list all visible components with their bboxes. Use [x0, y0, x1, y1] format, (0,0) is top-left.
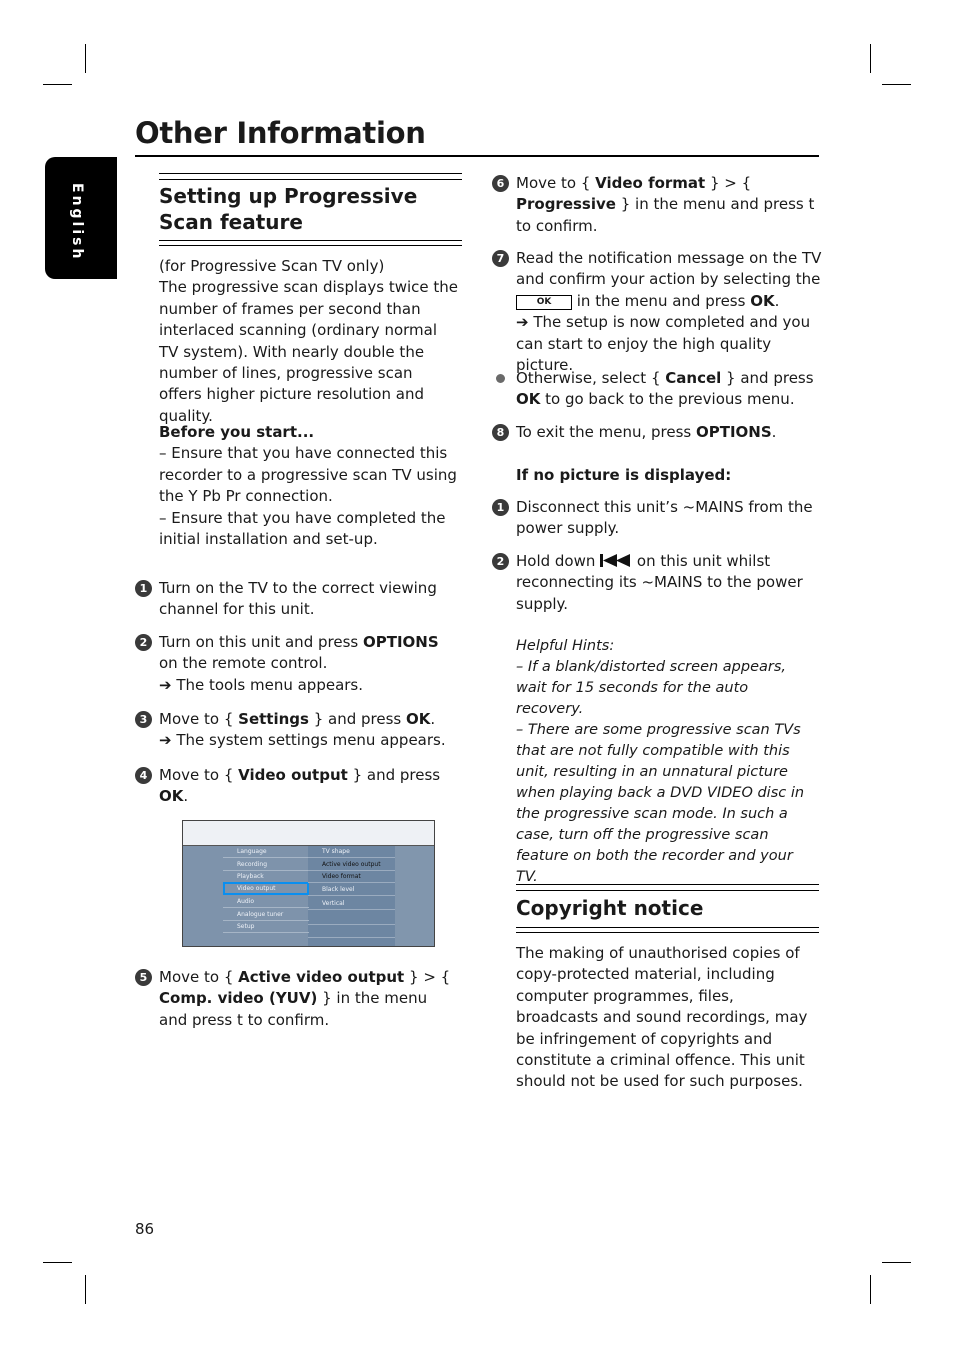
copyright-rule-bottom — [516, 927, 819, 933]
crop-mark — [882, 84, 911, 85]
submenu-item-vertical: Vertical — [308, 898, 395, 910]
step-text: Turn on this unit and press OPTIONS on the remote control. — [159, 633, 439, 673]
step-2 — [135, 632, 459, 696]
step-text: Turn on the TV to the correct viewing channel for this unit. — [159, 579, 437, 619]
no-picture-step-2 — [492, 551, 820, 615]
step-result: ➔ The tools menu appears. — [159, 675, 364, 694]
crop-mark — [85, 1275, 86, 1304]
before-you-start — [159, 422, 459, 550]
step-text: Hold down on this unit whilst reconnecting its ~MAINS to the power supply. — [516, 552, 803, 613]
skip-previous-icon — [600, 554, 632, 567]
step-7 — [492, 248, 822, 376]
step-number: 7 — [492, 250, 509, 267]
menu-item-language: Language — [223, 846, 309, 858]
menu-item-playback: Playback — [223, 871, 309, 883]
otherwise-note — [492, 368, 820, 411]
no-picture-title: If no picture is displayed: — [516, 466, 732, 484]
step-number: 3 — [135, 711, 152, 728]
copyright-rule-top — [516, 884, 819, 891]
step-text: Move to { Active video output } > { Comp. video (YUV) } in the menu and press t to confirm. — [159, 968, 451, 1029]
intro-paragraph: The progressive scan displays twice the number of frames per second than interlaced scanning (ordinary normal TV system). With nearly double the number of lines, progressive scan offers higher picture resolution and quality. — [159, 278, 459, 425]
submenu-item-empty — [308, 913, 395, 925]
ok-button-graphic: OK — [516, 295, 572, 310]
copyright-heading: Copyright notice — [516, 896, 704, 920]
step-8 — [492, 422, 820, 443]
hints-title: Helpful Hints: — [516, 638, 615, 654]
hint-item: – There are some progressive scan TVs that are not fully compatible with this unit, resulting in an unnatural picture when playing back a DVD VIDEO disc in the progressive scan mode. In such a case, turn off the progressive scan feature on both the recorder and your TV. — [516, 722, 805, 885]
submenu-item-empty — [308, 926, 395, 938]
crop-mark — [870, 1275, 871, 1304]
menu-value-panel — [395, 846, 434, 946]
step-number: 2 — [135, 634, 152, 651]
section-rule-top — [159, 173, 462, 180]
step-number: 6 — [492, 175, 509, 192]
step-number: 4 — [135, 767, 152, 784]
submenu-item-active-video-output: Active video output — [308, 859, 395, 871]
step-number: 1 — [135, 580, 152, 597]
step-result: ➔ The setup is now completed and you can start to enjoy the high quality picture. — [516, 313, 811, 375]
progressive-intro — [159, 256, 459, 427]
step-text: Read the notification message on the TV and confirm your action by selecting the OK in the menu and press OK. — [516, 249, 822, 310]
copyright-text: The making of unauthorised copies of copy-protected material, including computer programmes, files, broadcasts and sound recordings, may be infringement of copyrights and constitute a criminal offence. This unit should not be used for such purposes. — [516, 944, 808, 1091]
step-result: ➔ The system settings menu appears. — [159, 731, 446, 750]
step-text: Disconnect this unit’s ~MAINS from the power supply. — [516, 498, 813, 538]
step-3 — [135, 709, 459, 752]
page-number: 86 — [135, 1220, 155, 1238]
step-1 — [135, 578, 459, 621]
step-5 — [135, 967, 459, 1031]
step-text: To exit the menu, press OPTIONS. — [516, 423, 777, 441]
before-title: Before you start... — [159, 423, 315, 441]
step-text: Move to { Video format } > { Progressive } in the menu and press t to confirm. — [516, 174, 815, 235]
submenu-item-video-format: Video format — [308, 871, 395, 883]
crop-mark — [870, 44, 871, 73]
step-text: Move to { Video output } and press OK. — [159, 766, 441, 806]
crop-mark — [43, 84, 72, 85]
submenu-item-black-level: Black level — [308, 884, 395, 896]
bullet-icon — [496, 374, 505, 383]
step-number: 2 — [492, 553, 509, 570]
crop-mark — [882, 1262, 911, 1263]
no-picture-step-1 — [492, 497, 820, 540]
crop-mark — [85, 44, 86, 73]
helpful-hints — [516, 636, 816, 888]
menu-item-analogue-tuner: Analogue tuner — [223, 909, 309, 921]
intro-line: (for Progressive Scan TV only) — [159, 257, 385, 275]
progressive-heading: Setting up Progressive Scan feature — [159, 184, 418, 234]
submenu-item-tv-shape: TV shape — [308, 846, 395, 858]
menu-item-recording: Recording — [223, 859, 309, 871]
page-title: Other Information — [135, 116, 426, 150]
step-4 — [135, 765, 459, 808]
step-text: Move to { Settings } and press OK. — [159, 710, 436, 728]
before-item: – Ensure that you have completed the initial installation and set-up. — [159, 508, 446, 549]
before-item: – Ensure that you have connected this recorder to a progressive scan TV using the Y Pb Pr connection. — [159, 444, 457, 506]
menu-item-setup: Setup — [223, 921, 309, 933]
hint-item: – If a blank/distorted screen appears, wait for 15 seconds for the auto recovery. — [516, 659, 787, 717]
language-tab — [45, 157, 117, 279]
otherwise-text: Otherwise, select { Cancel } and press OK to go back to the previous menu. — [516, 369, 814, 409]
crop-mark — [43, 1262, 72, 1263]
title-rule — [135, 155, 819, 157]
menu-header-bar — [183, 821, 434, 846]
menu-item-audio: Audio — [223, 896, 309, 908]
settings-menu-screenshot — [182, 820, 435, 947]
step-6 — [492, 173, 820, 237]
step-number: 5 — [135, 969, 152, 986]
step-number: 8 — [492, 424, 509, 441]
language-tab-label: English — [69, 183, 85, 262]
step-number: 1 — [492, 499, 509, 516]
menu-item-video-output-selected: Video output — [223, 882, 309, 895]
section-rule-bottom — [159, 240, 462, 246]
